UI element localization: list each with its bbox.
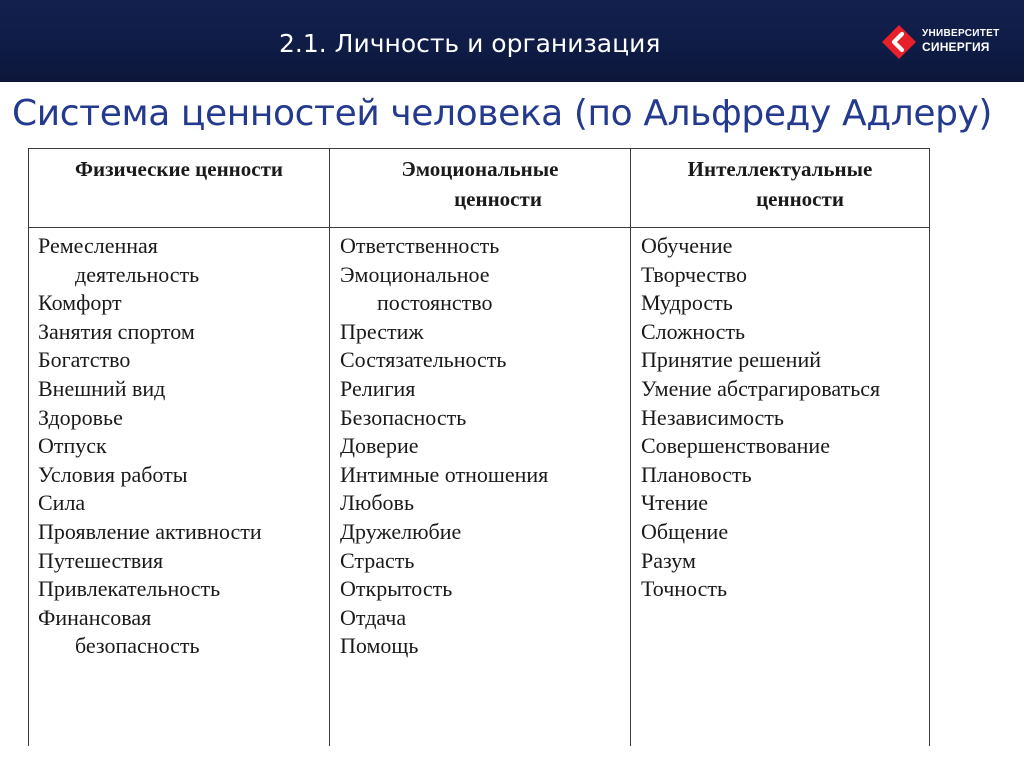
value-item: Творчество bbox=[641, 261, 748, 287]
value-item: Комфорт bbox=[38, 290, 122, 316]
value-item: Ответственность bbox=[340, 233, 500, 258]
slide-title: Система ценностей человека (по Альфреду Адлеру) bbox=[12, 93, 993, 134]
logo-line-2: СИНЕРГИЯ bbox=[922, 40, 990, 54]
value-item: Точность bbox=[641, 576, 728, 602]
value-item: Интимные отношения bbox=[340, 461, 549, 487]
logo-line-1: УНИВЕРСИТЕТ bbox=[922, 28, 1000, 39]
value-item: Проявление активности bbox=[38, 518, 262, 544]
value-item: Принятие решений bbox=[641, 347, 821, 373]
value-item: Привлекательность bbox=[38, 576, 221, 602]
section-title: 2.1. Личность и организация bbox=[279, 29, 661, 58]
logo-wordmark bbox=[922, 28, 1000, 54]
value-item: Сила bbox=[38, 490, 86, 516]
column-divider-2 bbox=[630, 148, 631, 746]
value-item: Любовь bbox=[340, 490, 414, 516]
table-border-top bbox=[28, 148, 930, 149]
value-item: Эмоциональное bbox=[340, 261, 490, 287]
slide-header bbox=[0, 0, 1024, 82]
value-item: Путешествия bbox=[38, 547, 164, 573]
value-item: Независимость bbox=[641, 404, 784, 430]
header-intellectual-values bbox=[631, 154, 929, 224]
value-item: Помощь bbox=[340, 633, 419, 659]
value-item: Разум bbox=[641, 547, 696, 573]
value-item: Плановость bbox=[641, 461, 752, 487]
column-header-line: ценности bbox=[756, 187, 844, 211]
value-item: Сложность bbox=[641, 318, 746, 344]
value-item-continuation: постоянство bbox=[377, 290, 493, 316]
values-table bbox=[28, 148, 930, 746]
column-intellectual-values bbox=[641, 232, 880, 604]
column-header-line: ценности bbox=[454, 187, 542, 211]
header-emotional-values bbox=[330, 154, 630, 224]
column-emotional-values bbox=[340, 232, 548, 661]
value-item: Отдача bbox=[340, 604, 407, 630]
column-header-line: Интеллектуальные bbox=[687, 157, 873, 181]
table-border-left bbox=[28, 148, 29, 746]
value-item: Отпуск bbox=[38, 433, 107, 459]
value-item: Престиж bbox=[340, 318, 424, 344]
value-item: Здоровье bbox=[38, 404, 123, 430]
value-item: Совершенствование bbox=[641, 433, 830, 459]
value-item: Умение абстрагироваться bbox=[641, 375, 881, 401]
value-item: Богатство bbox=[38, 347, 131, 373]
table-border-right bbox=[929, 148, 930, 746]
synergy-logo-icon bbox=[881, 24, 917, 60]
value-item: Состязательность bbox=[340, 347, 507, 373]
value-item: Безопасность bbox=[340, 404, 467, 430]
value-item: Финансовая bbox=[38, 604, 152, 630]
value-item: Религия bbox=[340, 375, 416, 401]
column-divider-1 bbox=[329, 148, 330, 746]
value-item: Условия работы bbox=[38, 461, 188, 487]
value-item: Чтение bbox=[641, 490, 708, 516]
value-item: Страсть bbox=[340, 547, 415, 573]
value-item: Обучение bbox=[641, 233, 733, 258]
value-item: Занятия спортом bbox=[38, 318, 195, 344]
value-item: Мудрость bbox=[641, 290, 733, 316]
value-item: Внешний вид bbox=[38, 375, 166, 401]
header-physical-values bbox=[29, 154, 329, 224]
value-item: Открытость bbox=[340, 576, 453, 602]
value-item-continuation: деятельность bbox=[75, 261, 200, 287]
column-header-line: Эмоциональные bbox=[401, 157, 559, 181]
column-header-line: Физические ценности bbox=[74, 157, 284, 181]
value-item-continuation: безопасность bbox=[75, 633, 200, 659]
header-divider bbox=[28, 227, 930, 228]
value-item: Ремесленная bbox=[38, 233, 158, 258]
value-item: Общение bbox=[641, 518, 729, 544]
value-item: Дружелюбие bbox=[340, 518, 462, 544]
column-physical-values bbox=[38, 232, 262, 661]
value-item: Доверие bbox=[340, 433, 419, 459]
